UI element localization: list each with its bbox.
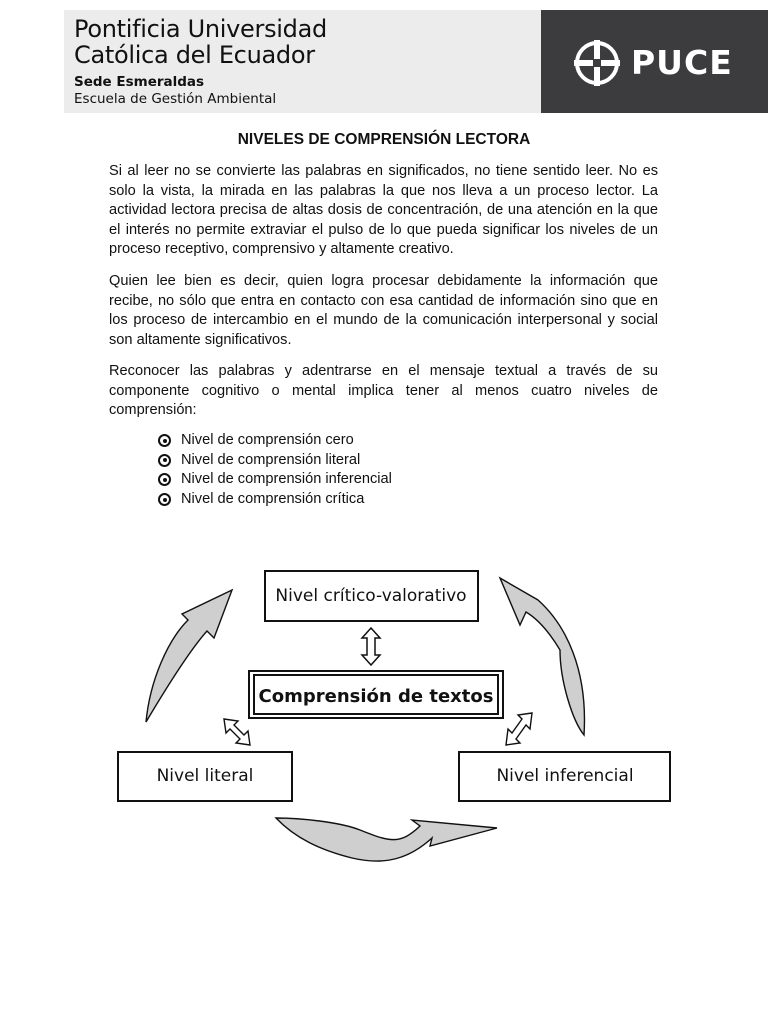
document-title: NIVELES DE COMPRENSIÓN LECTORA: [237, 131, 531, 148]
target-bullet-icon: [158, 493, 171, 506]
target-bullet-icon: [158, 434, 171, 447]
box-center-label: Comprensión de textos: [258, 686, 494, 707]
box-nivel-inferencial: [459, 752, 670, 801]
curved-arrow-left-icon: [146, 590, 232, 722]
double-arrow-icon: [362, 628, 380, 665]
target-bullet-icon: [158, 473, 171, 486]
comprehension-diagram: [0, 540, 768, 870]
puce-emblem-icon: [572, 38, 622, 88]
university-name-line2: Católica del Ecuador: [74, 41, 315, 69]
levels-list: [158, 431, 392, 509]
box-literal-label: Nivel literal: [156, 766, 254, 786]
list-item: [158, 451, 392, 471]
campus-name: Sede Esmeraldas: [74, 74, 205, 90]
list-item: [158, 470, 392, 490]
list-item-label: Nivel de comprensión crítica: [181, 490, 365, 507]
curved-arrow-bottom-icon: [276, 818, 497, 861]
puce-logo: [541, 10, 768, 113]
university-name-line1: Pontificia Universidad: [74, 15, 327, 43]
box-critico-label: Nivel crítico-valorativo: [275, 586, 467, 606]
box-nivel-literal: [118, 752, 292, 801]
header-text-block: [74, 16, 327, 107]
list-item: [158, 431, 392, 451]
paragraph-1: Si al leer no se convierte las palabras en significados, no tiene sentido leer. No es solo la vista, la mirada en las palabras la que nos lleva a un proceso lector. La actividad lectora precisa de altas dosis de concentración, de una atención en la que el interés no permite extraviar el pulso de lo que pueda significar los niveles de un proceso receptivo, comprensivo y altamente creativo.: [109, 163, 658, 258]
list-item-label: Nivel de comprensión literal: [181, 451, 361, 468]
puce-logo-text: PUCE: [631, 43, 733, 82]
target-bullet-icon: [158, 454, 171, 467]
school-name: Escuela de Gestión Ambiental: [74, 91, 277, 107]
curved-arrow-right-icon: [500, 578, 584, 735]
list-item-label: Nivel de comprensión inferencial: [181, 471, 392, 488]
box-comprension-textos: [249, 671, 503, 718]
box-critico-valorativo: [265, 571, 478, 621]
paragraph-2: Quien lee bien es decir, quien logra procesar debidamente la información que recibe, no sólo que entra en contacto con esa cantidad de información sino que en los proceso de intercambio en el mundo de la comunicación interpersonal y social son altamente significativos.: [109, 273, 658, 348]
box-inferencial-label: Nivel inferencial: [496, 766, 634, 786]
page-header: [64, 10, 768, 113]
double-arrow-right-icon: [506, 713, 532, 745]
list-item-label: Nivel de comprensión cero: [181, 432, 354, 448]
list-item: [158, 490, 392, 510]
paragraph-3: Reconocer las palabras y adentrarse en el mensaje textual a través de su componente cognitivo o mental implica tener al menos cuatro niveles de comprensión:: [109, 363, 658, 419]
double-arrow-left-icon: [224, 719, 250, 745]
